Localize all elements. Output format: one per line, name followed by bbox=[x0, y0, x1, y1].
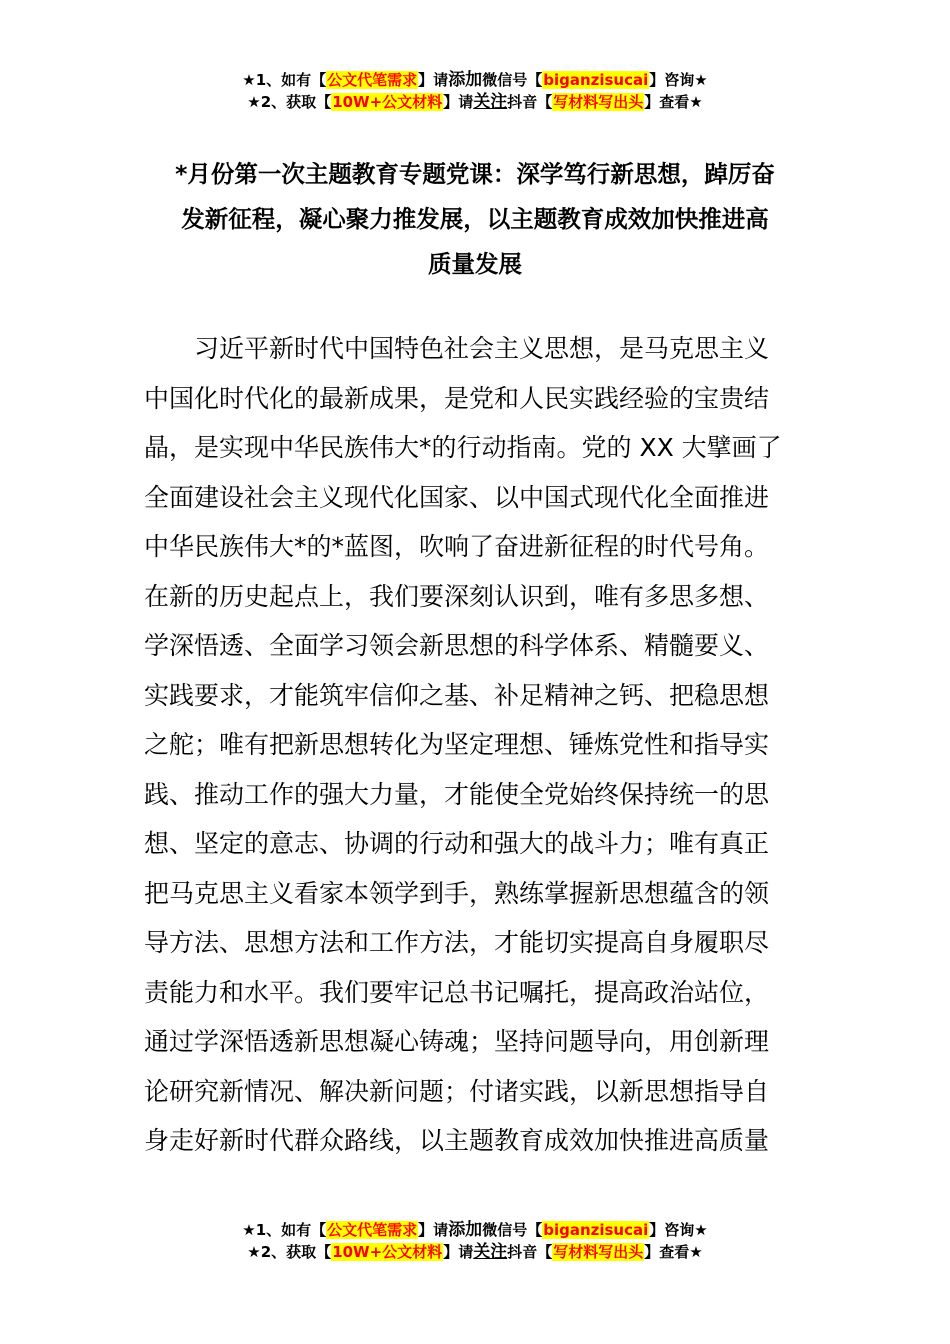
banner-highlight: 10W+公文材料 bbox=[332, 1243, 443, 1261]
body-line: 想、坚定的意志、协调的行动和强大的战斗力；唯有真正 bbox=[144, 829, 770, 858]
banner-text: ★2、获取【 bbox=[247, 93, 332, 111]
body-line: 中华民族伟大*的*蓝图，吹响了奋进新征程的时代号角。 bbox=[144, 532, 770, 561]
banner-highlight: 公文代笔需求 bbox=[327, 71, 418, 89]
title-line: 发新征程，凝心聚力推发展，以主题教育成效加快推进高 bbox=[181, 205, 769, 233]
body-line: 通过学深悟透新思想凝心铸魂；坚持问题导向，用创新理 bbox=[144, 1027, 770, 1056]
body-line: 学深悟透、全面学习领会新思想的科学体系、精髓要义、 bbox=[144, 631, 770, 660]
banner-text: 】请 bbox=[418, 1221, 449, 1239]
banner-highlight: biganzisucai bbox=[543, 1221, 649, 1239]
body-line: 身走好新时代群众路线，以主题教育成效加快推进高质量 bbox=[144, 1126, 770, 1155]
banner-line-2 bbox=[0, 91, 950, 113]
banner-text: 】查看★ bbox=[644, 1243, 703, 1261]
body-line: 论研究新情况、解决新问题；付诸实践，以新思想指导自 bbox=[144, 1076, 770, 1106]
banner-text: 】请 bbox=[418, 71, 449, 89]
body-line: 把马克思主义看家本领学到手，熟练掌握新思想蕴含的领 bbox=[144, 878, 770, 908]
title-line: 质量发展 bbox=[428, 250, 522, 278]
body-line: 责能力和水平。我们要牢记总书记嘱托，提高政治站位， bbox=[144, 977, 770, 1007]
body-line: 导方法、思想方法和工作方法，才能切实提高自身履职尽 bbox=[144, 928, 770, 957]
banner-text: 抖音【 bbox=[507, 93, 553, 111]
banner-text: ★1、如有【 bbox=[242, 1221, 327, 1239]
document-body bbox=[144, 324, 794, 1166]
header-banner bbox=[0, 69, 950, 113]
banner-emphasis: 添加 bbox=[448, 1220, 483, 1240]
banner-text: ★2、获取【 bbox=[247, 1243, 332, 1261]
banner-text: 】查看★ bbox=[644, 93, 703, 111]
banner-text: 】请 bbox=[443, 1243, 474, 1261]
banner-highlight: 10W+公文材料 bbox=[332, 93, 443, 111]
body-line: 晶，是实现中华民族伟大*的行动指南。党的 XX 大擘画了 bbox=[144, 433, 782, 462]
banner-line-2 bbox=[0, 1241, 950, 1263]
banner-highlight: 写材料写出头 bbox=[553, 1243, 644, 1261]
banner-emphasis: 关注 bbox=[473, 1242, 508, 1262]
banner-line-1 bbox=[0, 1219, 950, 1241]
banner-emphasis: 关注 bbox=[473, 92, 508, 112]
banner-emphasis: 添加 bbox=[448, 70, 483, 90]
banner-text: 】咨询★ bbox=[649, 1221, 708, 1239]
body-line: 践、推动工作的强大力量，才能使全党始终保持统一的思 bbox=[144, 779, 770, 809]
banner-highlight: 写材料写出头 bbox=[553, 93, 644, 111]
body-line: 实践要求，才能筑牢信仰之基、补足精神之钙、把稳思想 bbox=[144, 680, 770, 710]
document-title bbox=[140, 152, 810, 287]
body-line: 在新的历史起点上，我们要深刻认识到，唯有多思多想、 bbox=[144, 581, 770, 611]
banner-highlight: 公文代笔需求 bbox=[327, 1221, 418, 1239]
banner-text: 】请 bbox=[443, 93, 474, 111]
body-line: 之舵；唯有把新思想转化为坚定理想、锤炼党性和指导实 bbox=[144, 730, 770, 759]
body-line: 全面建设社会主义现代化国家、以中国式现代化全面推进 bbox=[144, 482, 770, 512]
footer-banner bbox=[0, 1219, 950, 1263]
title-line: *月份第一次主题教育专题党课：深学笃行新思想，踔厉奋 bbox=[175, 160, 775, 188]
body-line: 习近平新时代中国特色社会主义思想，是马克思主义 bbox=[194, 334, 770, 363]
banner-line-1 bbox=[0, 69, 950, 91]
banner-highlight: biganzisucai bbox=[543, 71, 649, 89]
banner-text: 微信号【 bbox=[482, 1221, 543, 1239]
banner-text: 】咨询★ bbox=[649, 71, 708, 89]
body-line: 中国化时代化的最新成果，是党和人民实践经验的宝贵结 bbox=[144, 383, 770, 413]
banner-text: 抖音【 bbox=[507, 1243, 553, 1261]
banner-text: 微信号【 bbox=[482, 71, 543, 89]
banner-text: ★1、如有【 bbox=[242, 71, 327, 89]
